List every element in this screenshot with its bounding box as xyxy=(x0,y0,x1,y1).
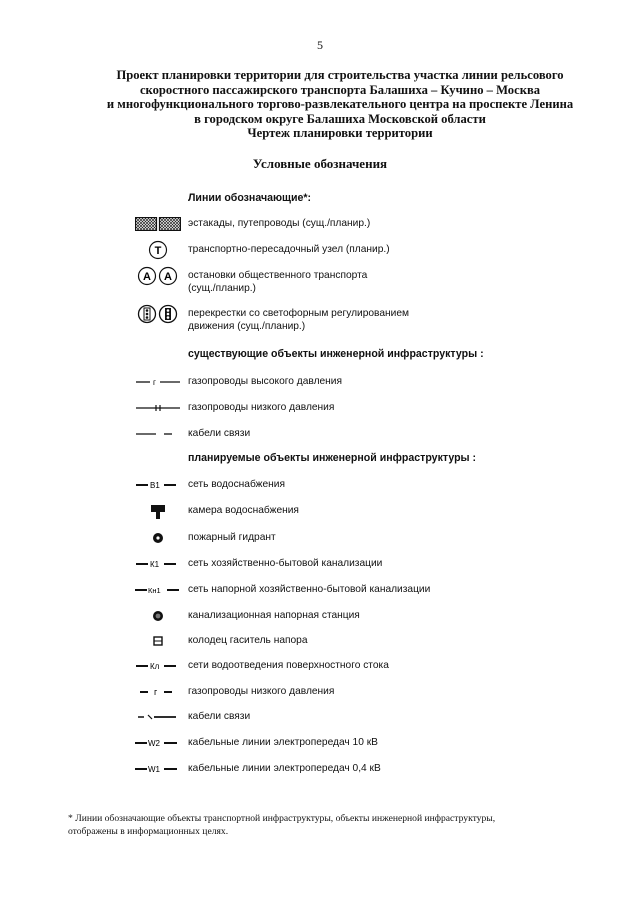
legend-item xyxy=(0,528,640,550)
legend-item xyxy=(0,398,640,420)
svg-text:К1: К1 xyxy=(150,560,160,569)
svg-text:W2: W2 xyxy=(148,739,160,748)
legend-label: кабельные линии электропередач 10 кВ xyxy=(188,737,378,748)
overpass-hatch-icon xyxy=(128,214,188,234)
svg-text:Кл: Кл xyxy=(150,662,160,671)
document-title xyxy=(60,68,620,141)
legend-item xyxy=(0,554,640,576)
legend-label: перекрестки со светофорным регулированием движения (сущ./планир.) xyxy=(188,308,410,332)
dashed-cable-line-icon xyxy=(128,424,188,444)
title-line: Чертеж планировки территории xyxy=(247,126,433,141)
legend-label: транспортно-пересадочный узел (планир.) xyxy=(188,244,390,255)
legend-label: колодец гаситель напора xyxy=(188,635,308,646)
title-line: скоростного пассажирского транспорта Балашиха – Кучино – Москва xyxy=(139,82,541,97)
legend-label: газопроводы низкого давления xyxy=(188,402,335,413)
legend-item xyxy=(0,266,640,296)
power-04kv-line-icon xyxy=(128,759,188,779)
legend-label: сеть водоснабжения xyxy=(188,479,285,490)
transit-stop-icon xyxy=(128,266,188,286)
legend-item xyxy=(0,682,640,704)
legend-item xyxy=(0,656,640,678)
legend-label: газопроводы низкого давления xyxy=(188,686,335,697)
section-header-existing: существующие объекты инженерной инфраструктуры : xyxy=(188,348,484,360)
legend-item xyxy=(0,501,640,523)
footnote-line: * Линии обозначающие объекты транспортной инфраструктуры, объекты инженерной инфраструктуры, xyxy=(68,813,496,824)
legend-label: камера водоснабжения xyxy=(188,505,299,516)
legend-label: эстакады, путепроводы (сущ./планир.) xyxy=(188,218,371,229)
legend-item xyxy=(0,424,640,446)
legend-item xyxy=(0,707,640,729)
svg-text:г: г xyxy=(154,687,158,697)
footnote xyxy=(68,812,588,838)
legend-item xyxy=(0,606,640,628)
svg-text:A: A xyxy=(164,271,172,283)
stormwater-line-icon xyxy=(128,656,188,676)
legend-label: сеть напорной хозяйственно-бытовой канализации xyxy=(188,584,431,595)
svg-text:В1: В1 xyxy=(150,481,160,490)
page-number: 5 xyxy=(317,38,323,52)
transfer-node-icon xyxy=(128,240,188,260)
water-chamber-icon xyxy=(128,501,188,521)
sewer-line-icon xyxy=(128,554,188,574)
high-pressure-gas-line-icon xyxy=(128,372,188,392)
svg-text:г: г xyxy=(153,378,156,387)
legend-item xyxy=(0,372,640,394)
title-line: Проект планировки территории для строительства участка линии рельсового xyxy=(116,68,564,82)
pressure-damper-well-icon xyxy=(128,631,188,651)
title-line: в городском округе Балашиха Московской области xyxy=(194,111,486,126)
pump-station-icon xyxy=(128,606,188,626)
legend-label: кабельные линии электропередач 0,4 кВ xyxy=(188,763,381,774)
legend-label: пожарный гидрант xyxy=(188,532,276,543)
legend-item xyxy=(0,240,640,262)
section-header-planned: планируемые объекты инженерной инфраструктуры : xyxy=(188,452,477,464)
legend-label: остановки общественного транспорта (сущ./планир.) xyxy=(188,270,368,294)
svg-text:A: A xyxy=(143,271,151,283)
legend-label: газопроводы высокого давления xyxy=(188,376,343,387)
planned-cable-line-icon xyxy=(128,707,188,727)
legend-item xyxy=(0,475,640,497)
legend-label: кабели связи xyxy=(188,428,251,439)
fire-hydrant-icon xyxy=(128,528,188,548)
legend-item xyxy=(0,733,640,755)
legend-label: сети водоотведения поверхностного стока xyxy=(188,660,389,671)
legend-item xyxy=(0,580,640,602)
low-pressure-gas-line-icon xyxy=(128,398,188,418)
legend-item xyxy=(0,759,640,781)
svg-text:W1: W1 xyxy=(148,765,160,774)
power-10kv-line-icon xyxy=(128,733,188,753)
legend-label: канализационная напорная станция xyxy=(188,610,360,621)
traffic-light-icon xyxy=(128,304,188,324)
legend-item xyxy=(0,304,640,334)
planned-gas-line-icon xyxy=(128,682,188,702)
footnote-line: отображены в информационных целях. xyxy=(68,826,229,837)
legend-item xyxy=(0,631,640,653)
legend-label: сеть хозяйственно-бытовой канализации xyxy=(188,558,383,569)
svg-text:T: T xyxy=(154,245,162,257)
svg-text:Кн1: Кн1 xyxy=(148,586,161,595)
legend-title: Условные обозначения xyxy=(252,156,388,171)
legend-label: кабели связи xyxy=(188,711,251,722)
title-line: и многофункционального торгово-развлекательного центра на проспекте Ленина xyxy=(106,97,574,112)
water-line-icon xyxy=(128,475,188,495)
legend-item xyxy=(0,214,640,236)
pressure-sewer-line-icon xyxy=(128,580,188,600)
section-header-lines: Линии обозначающие*: xyxy=(188,192,312,204)
